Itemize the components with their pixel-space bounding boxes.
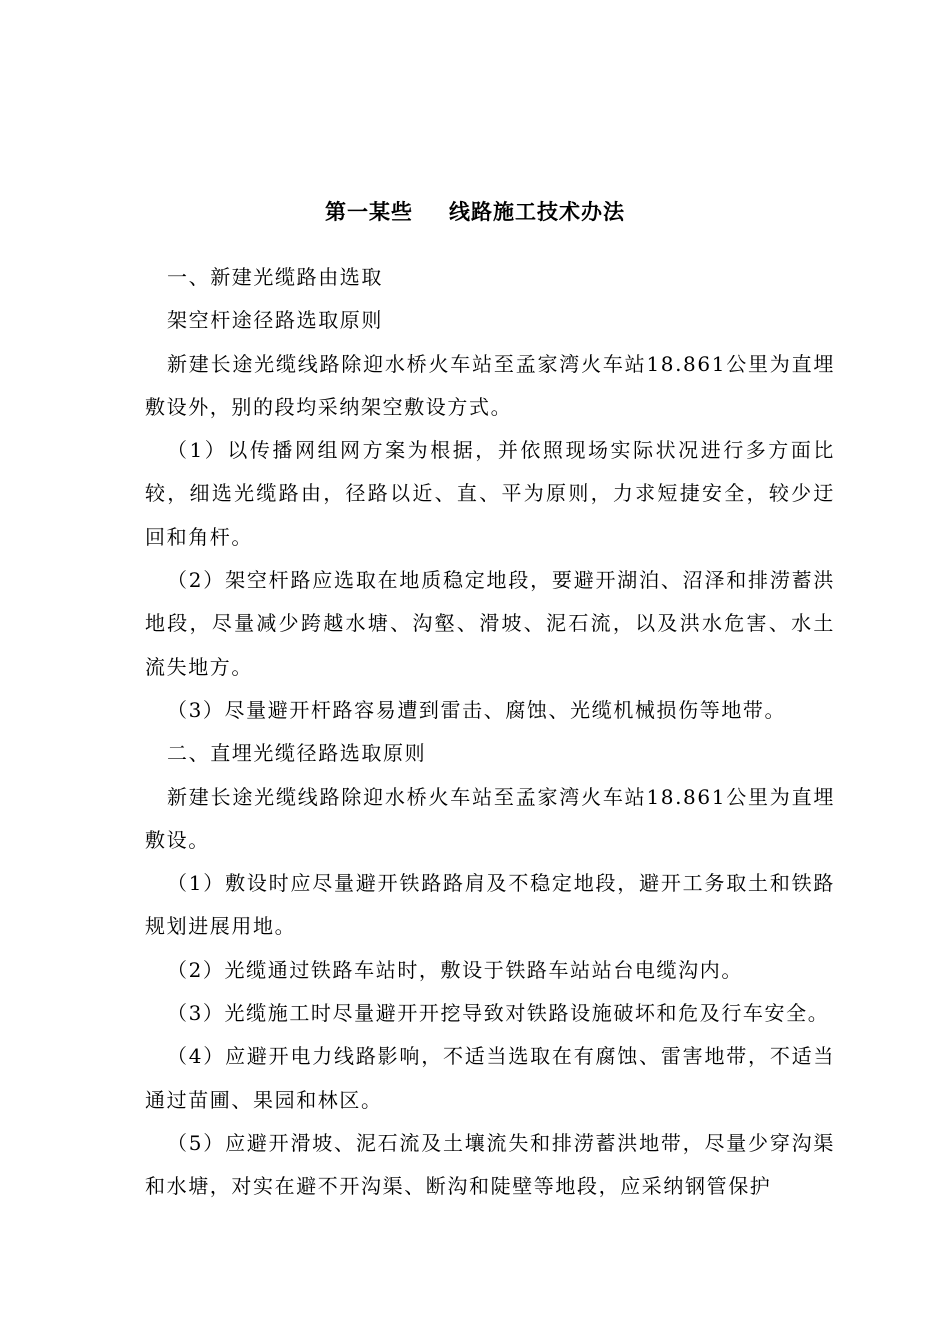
list-item: （2）光缆通过铁路车站时，敷设于铁路车站站台电缆沟内。: [167, 957, 743, 982]
list-item: （3）尽量避开杆路容易遭到雷击、腐蚀、光缆机械损伤等地带。: [167, 697, 787, 722]
list-item: （4）应避开电力线路影响，不适当选取在有腐蚀、雷害地带，不适当通过苗圃、果园和林区。: [145, 1044, 835, 1112]
page-title: [0, 196, 950, 228]
paragraph: 新建长途光缆线路除迎水桥火车站至孟家湾火车站18.861公里为直埋敷设外，别的段均采纳架空敷设方式。: [145, 351, 835, 419]
list-item: （3）光缆施工时尽量避开开挖导致对铁路设施破坏和危及行车安全。: [167, 1001, 830, 1026]
document-body: [145, 256, 835, 1209]
list-item: （2）架空杆路应选取在地质稳定地段，要避开湖泊、沼泽和排涝蓄洪地段，尽量减少跨越水塘、沟壑、滑坡、泥石流，以及洪水危害、水土流失地方。: [145, 568, 835, 679]
list-item: （1）敷设时应尽量避开铁路路肩及不稳定地段，避开工务取土和铁路规划进展用地。: [145, 871, 835, 939]
section-heading-1: 一、新建光缆路由选取: [167, 265, 383, 289]
title-part-2: 线路施工技术办法: [449, 199, 625, 224]
title-part-1: 第一某些: [325, 199, 413, 224]
section-heading-2: 二、直埋光缆径路选取原则: [167, 741, 427, 766]
paragraph: 新建长途光缆线路除迎水桥火车站至孟家湾火车站18.861公里为直埋敷设。: [145, 784, 835, 852]
list-item: （5）应避开滑坡、泥石流及土壤流失和排涝蓄洪地带，尽量少穿沟渠和水塘，对实在避不开沟渠、断沟和陡壁等地段，应采纳钢管保护: [145, 1130, 835, 1199]
subsection-heading: 架空杆途径路选取原则: [167, 308, 383, 333]
list-item: （1）以传播网组网方案为根据，并依照现场实际状况进行多方面比较，细选光缆路由，径路以近、直、平为原则，力求短捷安全，较少迂回和角杆。: [145, 438, 835, 549]
